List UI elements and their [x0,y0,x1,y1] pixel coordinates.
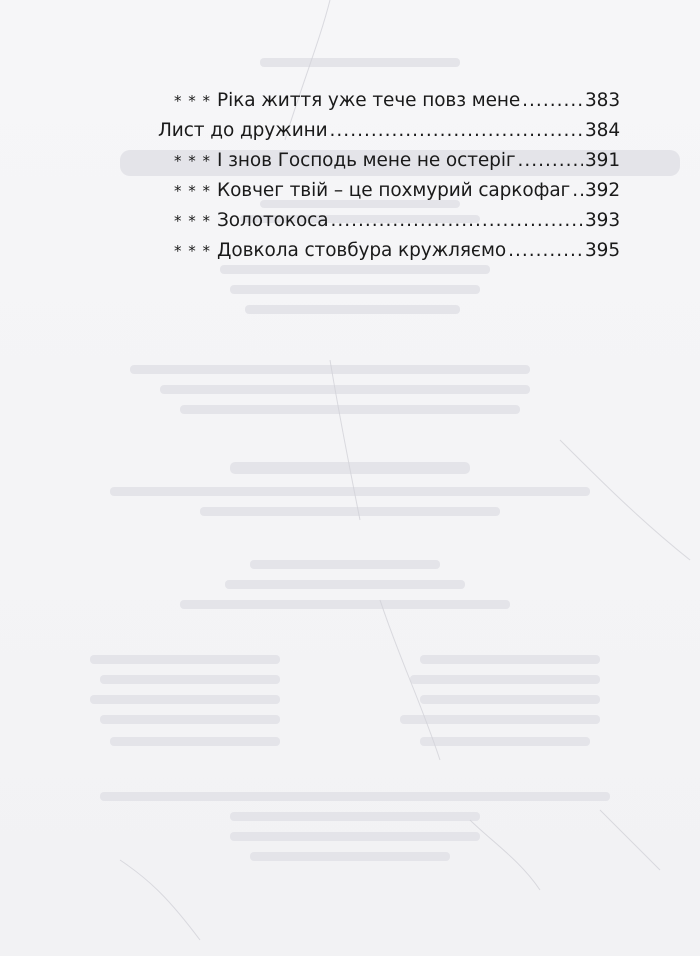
table-of-contents [158,86,620,266]
toc-entry [158,116,620,146]
toc-entry-page: 383 [584,90,620,111]
toc-entry-stars: * * * [174,92,212,110]
toc-entry [158,86,620,116]
toc-entry-title: Довкола стовбура кружляємо [217,240,507,261]
toc-entry [158,206,620,236]
toc-entry-title: Ковчег твій – це похмурий саркофаг [217,180,571,201]
toc-entry-page: 393 [584,210,620,231]
toc-entry-page: 395 [584,240,620,261]
toc-leader-dots [330,206,583,236]
toc-entry-page: 384 [584,120,620,141]
toc-entry-stars: * * * [174,152,212,170]
toc-leader-dots [518,146,583,176]
toc-entry [158,146,620,176]
toc-entry [158,176,620,206]
toc-entry-stars: * * * [174,182,212,200]
toc-entry-stars: * * * [174,212,212,230]
toc-entry-page: 391 [584,150,620,171]
toc-entry-page: 392 [584,180,620,201]
toc-entry-stars: * * * [174,242,212,260]
toc-leader-dots [508,236,583,266]
toc-entry-title: І знов Господь мене не остеріг [217,150,516,171]
toc-entry [158,236,620,266]
toc-entry-title: Ріка життя уже тече повз мене [217,90,521,111]
toc-entry-title: Золотокоса [217,210,329,231]
toc-entry-title: Лист до дружини [158,120,328,141]
toc-leader-dots [522,86,583,116]
toc-leader-dots [330,116,583,146]
toc-leader-dots [572,176,583,206]
